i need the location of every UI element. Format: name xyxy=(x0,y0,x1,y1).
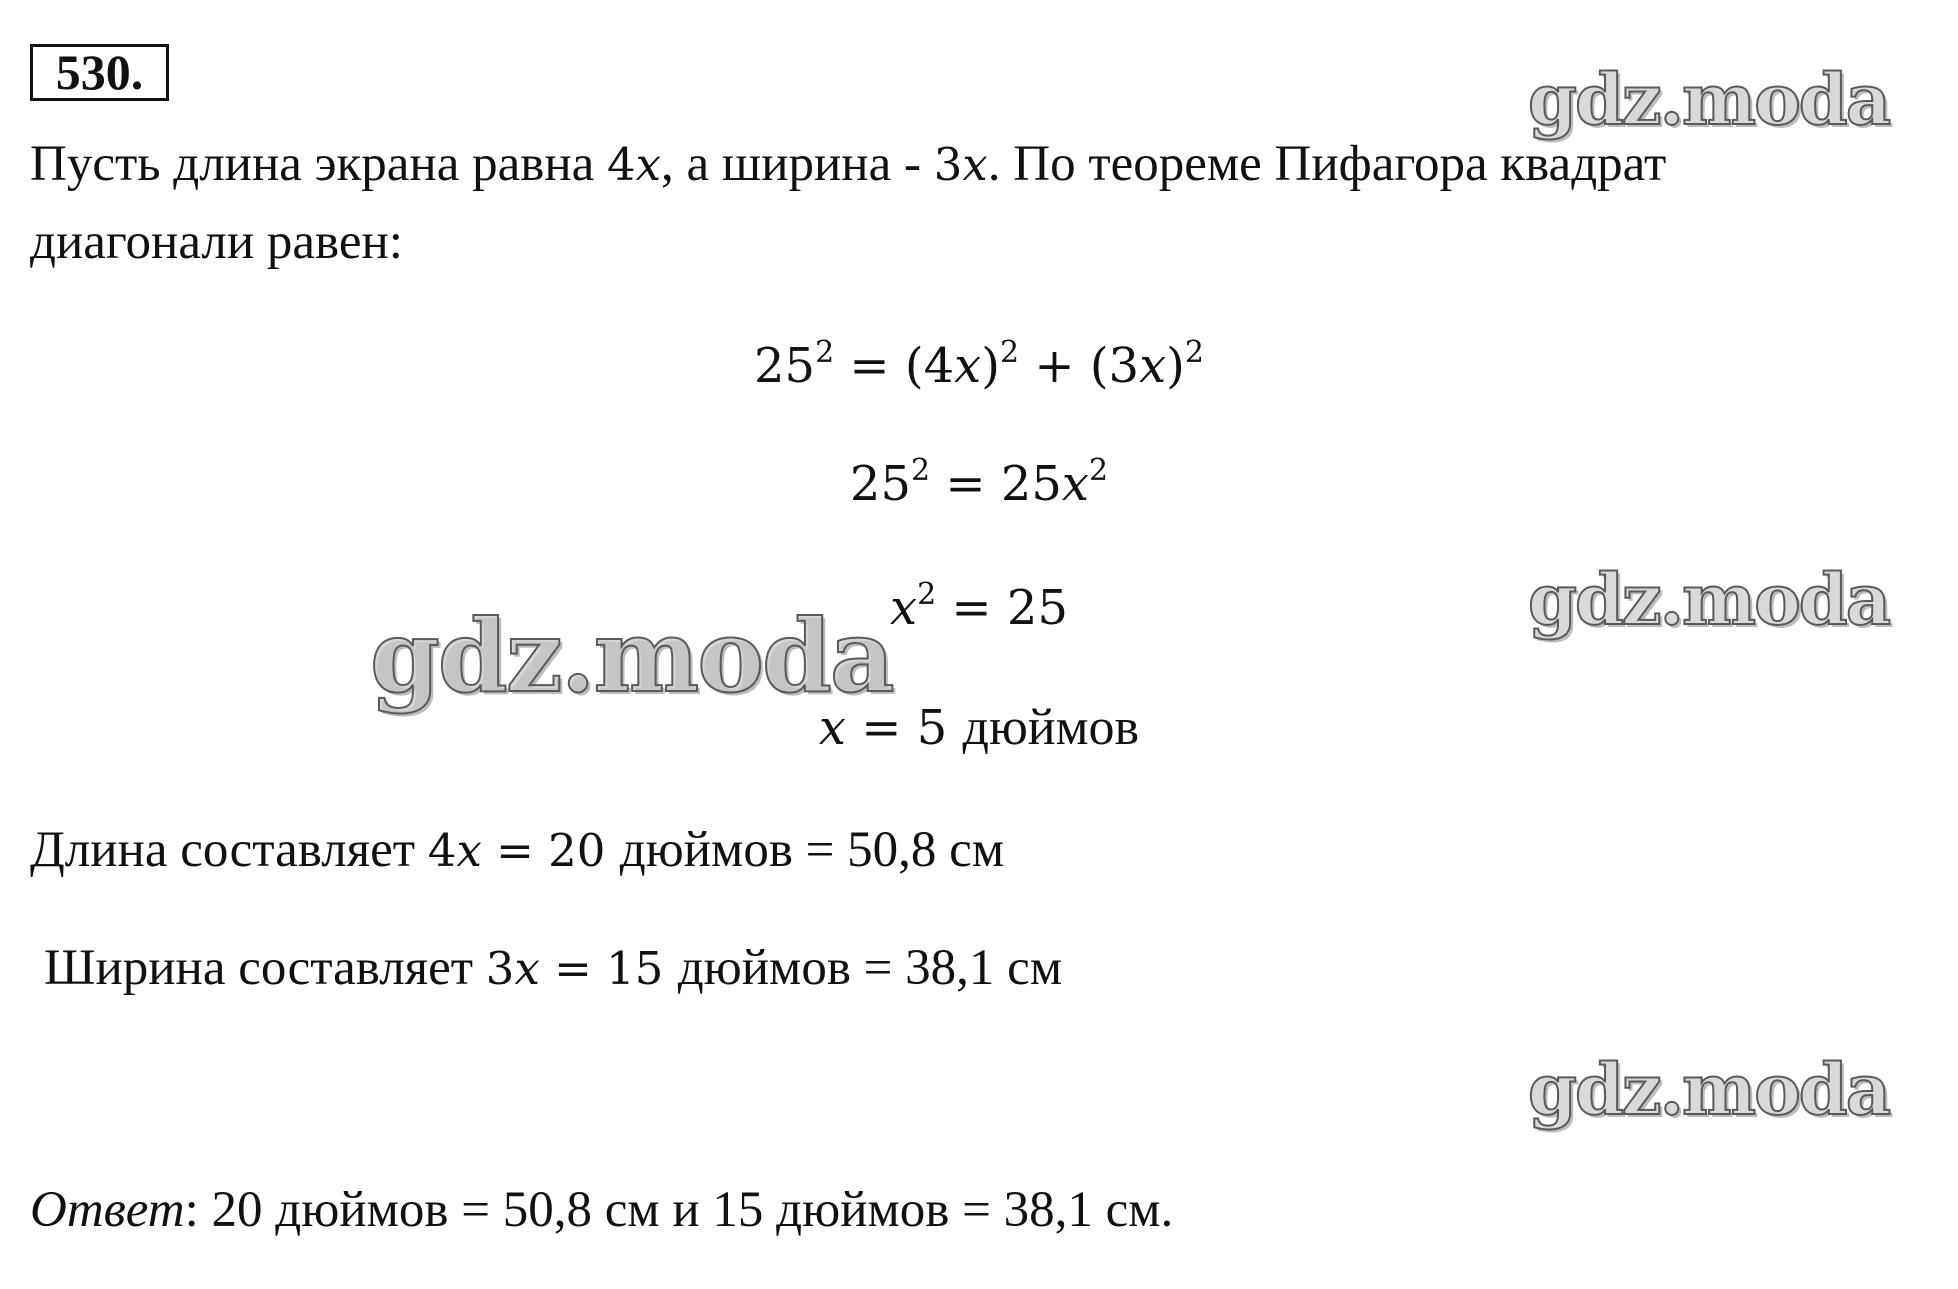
equation-pythagoras: $25^2 = (4x)^2 + (3x)^2$ xyxy=(754,335,1204,394)
watermark-logo: gdz.moda xyxy=(1528,58,1890,141)
watermark-logo: gdz.moda xyxy=(1528,1048,1890,1131)
watermark-logo: gdz.moda xyxy=(370,597,893,715)
intro-variable: x xyxy=(962,138,988,191)
intro-text: Пусть длина экрана равна xyxy=(30,136,608,192)
watermark-logo: gdz.moda xyxy=(1528,558,1890,641)
equation-x-value: x = 5 дюймов xyxy=(818,699,1140,756)
width-result: Ширина составляет 3x = 15 дюймов = 38,1 см xyxy=(44,940,1063,996)
answer-text: : 20 дюймов = 50,8 см и 15 дюймов = 38,1 см. xyxy=(184,1182,1174,1238)
length-result: Длина составляет 4x = 20 дюймов = 50,8 см xyxy=(30,822,1005,878)
problem-number: 530. xyxy=(30,44,169,101)
intro-text: , а ширина - xyxy=(661,136,934,192)
intro-line-2: диагонали равен: xyxy=(30,214,403,270)
answer-line xyxy=(30,1178,1173,1242)
answer-label: Ответ xyxy=(30,1182,185,1238)
intro-coefficient: 3 xyxy=(933,138,963,191)
equation-x-squared: $x^2 = 25$ xyxy=(890,577,1068,636)
intro-line-1 xyxy=(30,132,1666,197)
intro-variable: x xyxy=(635,138,662,191)
equation-simplified: $25^2 = 25x^2$ xyxy=(849,453,1109,512)
intro-text: . По теореме Пифагора квадрат xyxy=(987,136,1667,192)
intro-coefficient: 4 xyxy=(607,138,636,191)
